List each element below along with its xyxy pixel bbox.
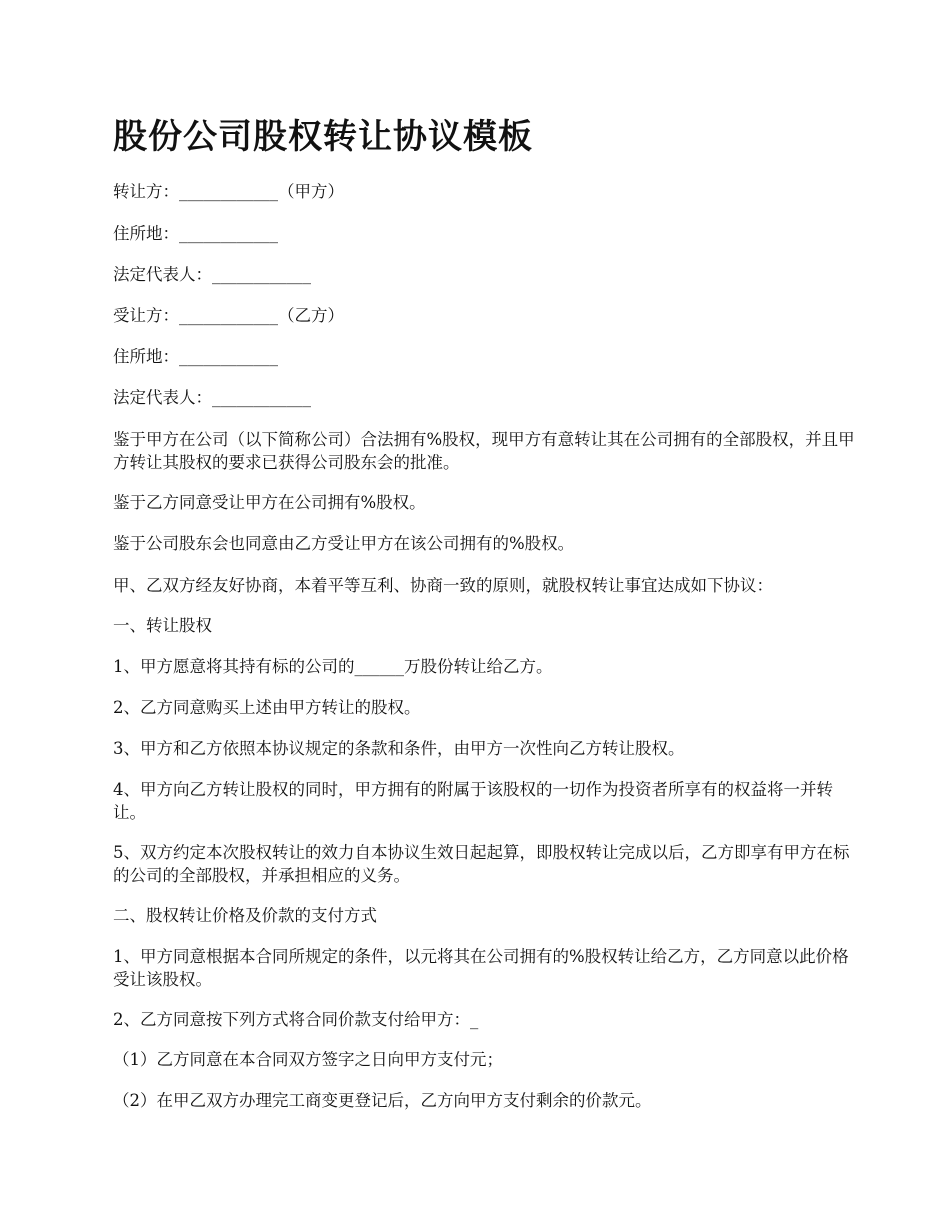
recital-paragraph: 鉴于公司股东会也同意由乙方受让甲方在该公司拥有的%股权。 <box>113 534 575 553</box>
transferee-legal-rep-line: 法定代表人：____________ <box>113 388 311 407</box>
transferee-address-line: 住所地：____________ <box>113 347 278 366</box>
transferor-line: 转让方：____________（甲方） <box>113 182 344 201</box>
clause-paragraph: 5、双方约定本次股权转让的效力自本协议生效日起起算，即股权转让完成以后，乙方即享有甲方在标的公司的全部股权，并承担相应的义务。 <box>113 843 850 885</box>
clause-paragraph: 1、甲方同意根据本合同所规定的条件，以元将其在公司拥有的%股权转让给乙方，乙方同意以此价格受让该股权。 <box>113 947 849 989</box>
transferor-legal-rep-line: 法定代表人：____________ <box>113 265 311 284</box>
transferee-line: 受让方：____________（乙方） <box>113 306 344 325</box>
section-heading: 一、转让股权 <box>113 616 212 635</box>
clause-paragraph: 2、乙方同意按下列方式将合同价款支付给甲方：_ <box>113 1010 479 1029</box>
section-heading: 二、股权转让价格及价款的支付方式 <box>113 906 377 925</box>
recital-paragraph: 鉴于甲方在公司（以下简称公司）合法拥有%股权，现甲方有意转让其在公司拥有的全部股权，并且甲方转让其股权的要求已获得公司股东会的批准。 <box>113 430 855 472</box>
clause-paragraph: 2、乙方同意购买上述由甲方转让的股权。 <box>113 698 421 717</box>
transferor-address-line: 住所地：____________ <box>113 224 278 243</box>
sub-clause-paragraph: （1）乙方同意在本合同双方签字之日向甲方支付元； <box>113 1050 503 1069</box>
agreement-intro: 甲、乙双方经友好协商，本着平等互利、协商一致的原则，就股权转让事宜达成如下协议： <box>113 576 773 595</box>
clause-paragraph: 1、甲方愿意将其持有标的公司的______万股份转让给乙方。 <box>113 657 553 676</box>
document-title: 股份公司股权转让协议模板 <box>113 117 533 157</box>
sub-clause-paragraph: （2）在甲乙双方办理完工商变更登记后，乙方向甲方支付剩余的价款元。 <box>113 1091 652 1110</box>
clause-paragraph: 3、甲方和乙方依照本协议规定的条款和条件，由甲方一次性向乙方转让股权。 <box>113 739 685 758</box>
recital-paragraph: 鉴于乙方同意受让甲方在公司拥有%股权。 <box>113 493 426 512</box>
clause-paragraph: 4、甲方向乙方转让股权的同时，甲方拥有的附属于该股权的一切作为投资者所享有的权益将一并转让。 <box>113 780 833 822</box>
